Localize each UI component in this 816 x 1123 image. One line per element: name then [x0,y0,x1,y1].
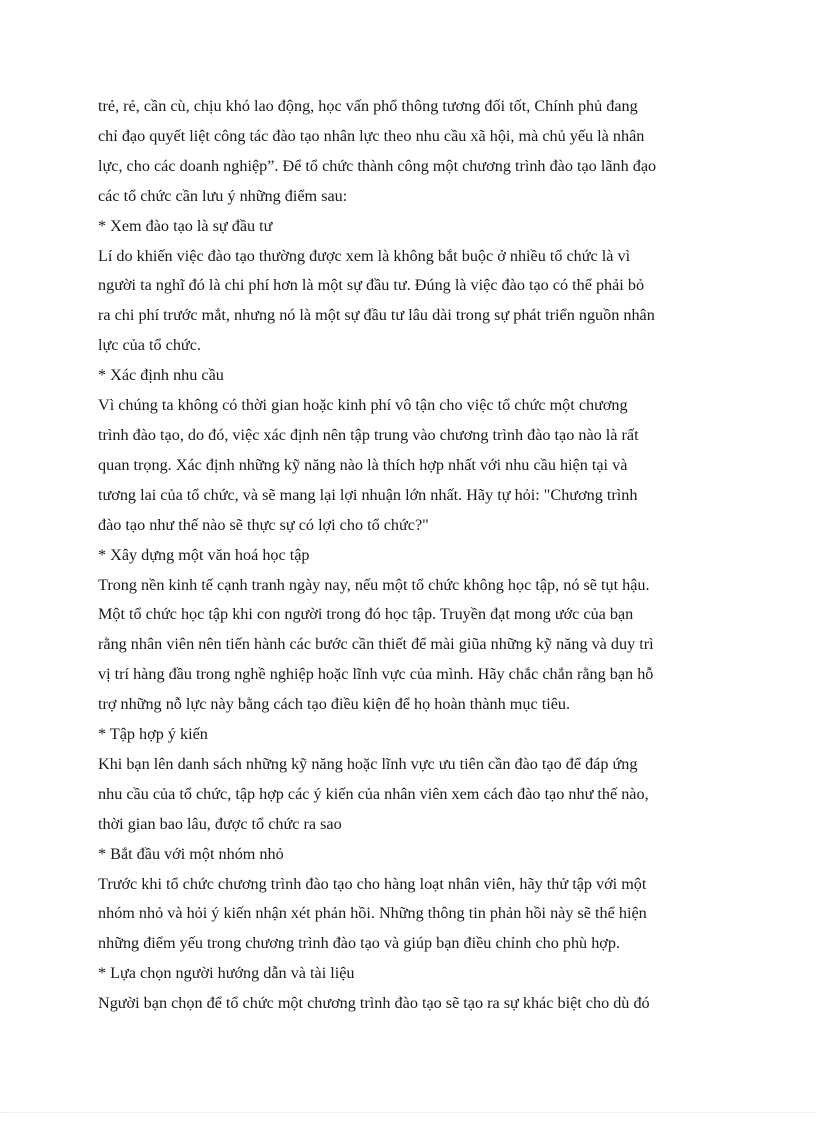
text-line: quan trọng. Xác định những kỹ năng nào là thích hợp nhất với nhu cầu hiện tại và [98,455,628,474]
text-line: đào tạo như thế nào sẽ thực sự có lợi cho tổ chức?" [98,515,429,534]
text-line: rằng nhân viên nên tiến hành các bước cần thiết để mài giũa những kỹ năng và duy trì [98,635,654,654]
text-line: nhóm nhỏ và hỏi ý kiến nhận xét phản hồi. Những thông tin phản hồi này sẽ thể hiện [98,904,647,923]
text-line: lực của tổ chức. [98,336,201,355]
text-line: Một tổ chức học tập khi con người trong đó học tập. Truyền đạt mong ước của bạn [98,605,634,624]
text-line: người ta nghĩ đó là chi phí hơn là một sự đầu tư. Đúng là việc đào tạo có thể phải bỏ [98,276,645,295]
text-line: Trong nền kinh tế cạnh tranh ngày nay, nếu một tổ chức không học tập, nó sẽ tụt hậu. [98,575,650,594]
text-line: Lí do khiến việc đào tạo thường được xem là không bắt buộc ở nhiều tổ chức là vì [98,246,631,265]
text-line: ra chi phí trước mắt, nhưng nó là một sự đầu tư lâu dài trong sự phát triển nguồn nhân [98,306,655,325]
text-line: Khi bạn lên danh sách những kỹ năng hoặc lĩnh vực ưu tiên cần đào tạo để đáp ứng [98,754,638,773]
text-line: trợ những nỗ lực này bằng cách tạo điều kiện để họ hoàn thành mục tiêu. [98,695,571,714]
text-line: trình đào tạo, do đó, việc xác định nên tập trung vào chương trình đào tạo nào là rất [98,425,639,444]
text-line: Vì chúng ta không có thời gian hoặc kinh phí vô tận cho việc tổ chức một chương [98,396,628,415]
text-line: lực, cho các doanh nghiệp”. Để tổ chức thành công một chương trình đào tạo lãnh đạo [98,156,657,175]
text-line: nhu cầu của tổ chức, tập hợp các ý kiến của nhân viên xem cách đào tạo như thế nào, [98,784,649,803]
page-bottom-divider [0,1112,816,1113]
text-line: thời gian bao lâu, được tổ chức ra sao [98,814,342,833]
document-body [98,92,722,1019]
section-heading: * Xác định nhu cầu [98,366,224,385]
text-line: các tổ chức cần lưu ý những điểm sau: [98,186,348,205]
text-line: Người bạn chọn để tổ chức một chương trình đào tạo sẽ tạo ra sự khác biệt cho dù đó [98,994,650,1013]
section-heading: * Xem đào tạo là sự đầu tư [98,216,273,235]
text-line: những điểm yếu trong chương trình đào tạo và giúp bạn điều chỉnh cho phù hợp. [98,934,620,953]
text-line: chỉ đạo quyết liệt công tác đào tạo nhân lực theo nhu cầu xã hội, mà chủ yếu là nhân [98,126,645,145]
text-line: tương lai của tổ chức, và sẽ mang lại lợi nhuận lớn nhất. Hãy tự hỏi: "Chương trình [98,485,638,504]
section-heading: * Xây dựng một văn hoá học tập [98,545,310,564]
section-heading: * Tập hợp ý kiến [98,725,208,744]
section-heading: * Lựa chọn người hướng dẫn và tài liệu [98,964,355,983]
section-heading: * Bắt đầu với một nhóm nhỏ [98,844,284,863]
text-line: Trước khi tổ chức chương trình đào tạo cho hàng loạt nhân viên, hãy thử tập với một [98,874,647,893]
text-line: vị trí hàng đầu trong nghề nghiệp hoặc lĩnh vực của mình. Hãy chắc chắn rằng bạn hỗ [98,665,654,684]
text-line: trẻ, rẻ, cần cù, chịu khó lao động, học vấn phổ thông tương đối tốt, Chính phủ đang [98,97,638,115]
